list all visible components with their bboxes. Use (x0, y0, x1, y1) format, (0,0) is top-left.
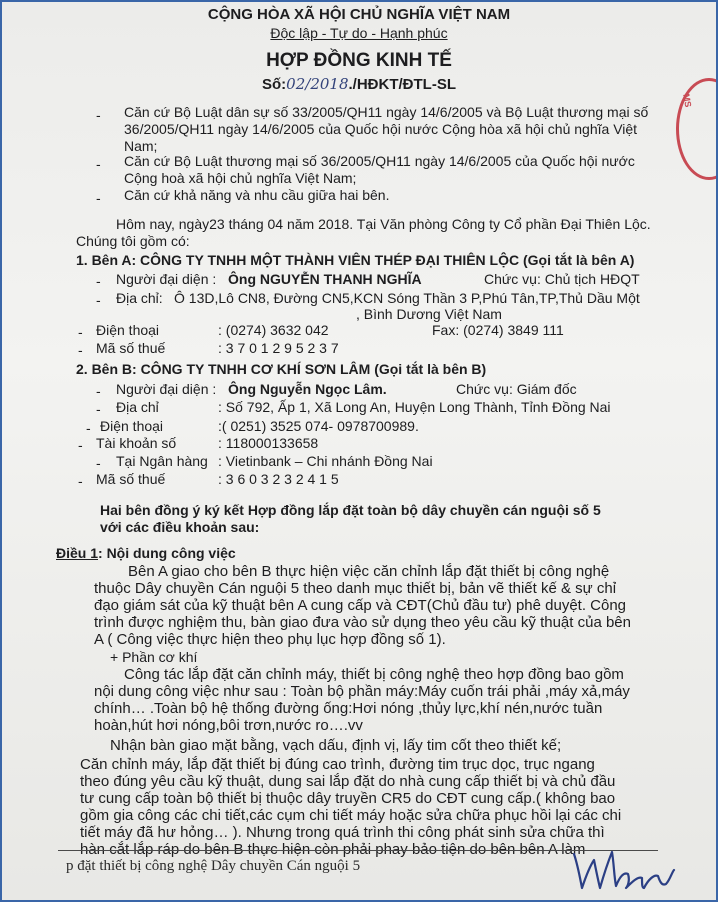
party-b-heading: 2. Bên B: CÔNG TY TNHH CƠ KHÍ SƠN LÂM (Gọi tắt là bên B) (76, 361, 487, 377)
party-b-account-label: Tài khoản số (96, 435, 177, 451)
bullet-dash: - (96, 107, 101, 123)
party-b-bank: : Vietinbank – Chi nhánh Đồng Nai (218, 453, 433, 469)
article-1-paragraph-line: tư cung cấp toàn bộ thiết bị thuộc dây truyền CR5 do CĐT cung cấp.( không bao (80, 790, 616, 807)
article-1-paragraph-line: hoàn,hút hơi nóng,bôi trơn,nước ro….vv (94, 717, 363, 734)
basis-line: Căn cứ Bộ Luật dân sự số 33/2005/QH11 ngày 14/6/2005 và Bộ Luật thương mại số (124, 104, 649, 120)
party-a-heading: 1. Bên A: CÔNG TY TNHH MỘT THÀNH VIÊN THÉP ĐẠI THIÊN LỘC (Gọi tắt là bên A) (76, 252, 635, 268)
party-b-bank-label: Tại Ngân hàng (116, 453, 208, 469)
intro-line: Hôm nay, ngày23 tháng 04 năm 2018. Tại Văn phòng Công ty Cổ phần Đại Thiên Lộc. (116, 216, 651, 232)
page-footer: p đặt thiết bị công nghệ Dây chuyền Cán nguội 5 (66, 858, 361, 874)
party-a-address-label: Địa chỉ: (116, 290, 163, 306)
party-b-rep-label: Người đại diện : (116, 381, 217, 397)
party-a-phone-label: Điện thoại (96, 322, 160, 338)
agreement-line: Hai bên đồng ý ký kết Hợp đồng lắp đặt toàn bộ dây chuyền cán nguội số 5 (100, 502, 601, 518)
article-1-paragraph-line: nội dung công việc như sau : Toàn bộ phần máy:Máy cuốn trái phải ,máy xả,máy (94, 683, 630, 700)
party-a-address-cont: , Bình Dương Việt Nam (356, 306, 502, 322)
party-b-phone: :( 0251) 3525 074- 0978700989. (218, 418, 419, 434)
party-b-tax-label: Mã số thuế (96, 471, 166, 487)
basis-line: 36/2005/QH11 ngày 14/6/2005 của Quốc hội nước Cộng hòa xã hội chủ nghĩa Việt (124, 121, 638, 137)
contract-page: MS CỘNG HÒA XÃ HỘI CHỦ NGHĨA VIỆT NAM Độc lập - Tự do - Hạnh phúc HỢP ĐỒNG KINH TẾ Số:02/2018./HĐKT/ĐTL-SL - Căn cứ Bộ Luật dân sự số 33/2005/QH11 ngày 14/6/2005 và Bộ Luật thương mại số 36/2005/QH11 ngày 14/6/2005 của Quốc hội nước Cộng hòa xã hội chủ nghĩa Việt Nam; - Căn cứ Bộ Luật thương mại số 36/2005/QH11 ngày 14/6/2005 của Quốc hội nước Cộng hoà xã hội chủ nghĩa Việt Nam; - Căn cứ khả năng và nhu cầu giữa hai bên. Hôm nay, ngày23 tháng 04 năm 2018. Tại Văn phòng Công ty Cổ phần Đại Thiên Lộc. Chúng tôi gồm có: 1. Bên A: CÔNG TY TNHH MỘT THÀNH VIÊN THÉP ĐẠI THIÊN LỘC (Gọi tắt là bên A) - Người đại diện : Ông NGUYỄN THANH NGHĨA Chức vụ: Chủ tịch HĐQT - Địa chỉ: Ô 13D,Lô CN8, Đường CN5,KCN Sóng Thần 3 P,Phú Tân,TP,Thủ Dầu Một , Bình Dương Việt Nam - Điện thoại : (0274) 3632 042 Fax: (0274) 3849 111 - Mã số thuế : 3 7 0 1 2 9 5 2 3 7 2. Bên B: CÔNG TY TNHH CƠ KHÍ SƠN LÂM (Gọi tắt là bên B) - Người đại diện : Ông Nguyễn Ngọc Lâm. Chức vụ: Giám đốc - Địa chỉ : Số 792, Ấp 1, Xã Long An, Huyện Long Thành, Tỉnh Đồng Nai - Điện thoại :( 0251) 3525 074- 0978700989. - Tài khoản số : 118000133658 - Tại Ngân hàng : Vietinbank – Chi nhánh Đồng Nai - Mã số thuế : 3 6 0 3 2 3 2 4 1 5 Hai bên đồng ý ký kết Hợp đồng lắp đặt toàn bộ dây chuyền cán nguội số 5 với các điều khoản sau: Điều 1: Nội dung công việc Bên A giao cho bên B thực hiện việc căn chỉnh lắp đặt thiết bị công nghệ thuộc Dây chuyền Cán nguội 5 theo danh mục thiết bị, bản vẽ thiết kế & sự chỉ đạo giám sát của kỹ thuật bên A cung cấp và CĐT(Chủ đầu tư) phê duyệt. Công trình được nghiệm thu, bàn giao đưa vào sử dụng theo yêu cầu kỹ thuật của bên A ( Công việc thực hiện theo phụ lục hợp đồng số 1). + Phần cơ khí Công tác lắp đặt căn chỉnh máy, thiết bị công nghệ theo hợp đồng bao gồm nội dung công việc như sau : Toàn bộ phần máy:Máy cuốn trái phải ,máy xả,máy chính… .Toàn bộ hệ thống đường ống:Hơi nóng ,thủy lực,khí nén,nước tuần hoàn,hút hơi nóng,bôi trơn,nước ro….vv Nhận bàn giao mặt bằng, vạch dấu, định vị, lấy tim cốt theo thiết kế; Căn chỉnh máy, lắp đặt thiết bị đúng cao trình, đường tim trục dọc, trục ngang theo đúng yêu cầu kỹ thuật, dung sai lắp đặt do nhà cung cấp thiết bị và chủ đầu tư cung cấp toàn bộ thiết bị thuộc dây truyền CR5 do CĐT cung cấp.( không bao gồm gia công các chi tiết,các cụm chi tiết máy hoặc sửa chữa phục hồi lại các chi tiết máy đã hư hỏng… ). Nhưng trong quá trình thi công phát sinh sửa chữa thì hàn cắt lắp ráp do bên B thực hiện còn phải phay bảo tiện do bên bên A làm p đặt thiết bị công nghệ Dây chuyền Cán nguội 5 (0, 0, 718, 902)
party-a-tax-label: Mã số thuế (96, 340, 166, 356)
party-a-rep-label: Người đại diện : (116, 271, 217, 287)
article-1-paragraph-line: gồm gia công các chi tiết,các cụm chi tiết máy hoặc sửa chữa phục hồi lại các chi (80, 807, 622, 824)
article-1-paragraph-line: tiết máy đã hư hỏng… ). Nhưng trong quá trình thi công phát sinh sửa chữa thì (80, 824, 605, 841)
contract-title: HỢP ĐỒNG KINH TẾ (266, 50, 452, 71)
article-1-paragraph-line: đạo giám sát của kỹ thuật bên A cung cấp và CĐT(Chủ đầu tư) phê duyệt. Công (94, 597, 627, 614)
agreement-line: với các điều khoản sau: (100, 519, 260, 535)
red-seal-stamp: MS (676, 78, 718, 180)
party-a-tax: : 3 7 0 1 2 9 5 2 3 7 (218, 340, 339, 356)
article-1-paragraph-line: Nhận bàn giao mặt bằng, vạch dấu, định vị, lấy tim cốt theo thiết kế; (110, 737, 562, 754)
national-title: CỘNG HÒA XÃ HỘI CHỦ NGHĨA VIỆT NAM (207, 6, 511, 23)
party-a-address: Ô 13D,Lô CN8, Đường CN5,KCN Sóng Thần 3 P,Phú Tân,TP,Thủ Dầu Một (174, 290, 640, 306)
party-b-account: : 118000133658 (218, 435, 319, 451)
mechanical-subheading: + Phần cơ khí (110, 649, 198, 665)
article-1-paragraph-line: Công tác lắp đặt căn chỉnh máy, thiết bị công nghệ theo hợp đồng bao gồm (124, 666, 624, 683)
bullet-dash: - (96, 156, 101, 172)
article-1-paragraph-line: hàn cắt lắp ráp do bên B thực hiện còn phải phay bảo tiện do bên bên A làm (80, 841, 586, 858)
intro-line: Chúng tôi gồm có: (76, 233, 190, 249)
party-a-position: Chức vụ: Chủ tịch HĐQT (484, 271, 640, 287)
party-a-fax: Fax: (0274) 3849 111 (432, 322, 564, 338)
party-b-address-label: Địa chỉ (116, 399, 159, 415)
article-1-paragraph-line: chính… .Toàn bộ hệ thống đường ống:Hơi nóng ,thủy lực,khí nén,nước tuần (94, 700, 603, 717)
party-b-phone-label: Điện thoại (100, 418, 164, 434)
party-a-rep-name: Ông NGUYỄN THANH NGHĨA (228, 271, 422, 287)
basis-line: Căn cứ Bộ Luật thương mại số 36/2005/QH11 ngày 14/6/2005 của Quốc hội nước (124, 153, 635, 169)
party-b-rep-name: Ông Nguyễn Ngọc Lâm. (228, 381, 387, 397)
party-b-tax: : 3 6 0 3 2 3 2 4 1 5 (218, 471, 339, 487)
article-1-paragraph-line: Bên A giao cho bên B thực hiện việc căn chỉnh lắp đặt thiết bị công nghệ (128, 563, 610, 580)
handwritten-contract-number: 02/2018 (286, 75, 349, 93)
article-1-paragraph-line: trình được nghiệm thu, bàn giao đưa vào sử dụng theo yêu cầu kỹ thuật của bên (94, 614, 631, 631)
national-motto: Độc lập - Tự do - Hạnh phúc (270, 25, 448, 41)
party-b-address: : Số 792, Ấp 1, Xã Long An, Huyện Long Thành, Tỉnh Đồng Nai (218, 399, 611, 415)
article-1-heading: Điều 1: Nội dung công việc (56, 545, 236, 561)
bullet-dash: - (96, 190, 101, 206)
party-a-phone: : (0274) 3632 042 (218, 322, 329, 338)
article-1-paragraph-line: theo đúng yêu cầu kỹ thuật, dung sai lắp đặt do nhà cung cấp thiết bị và chủ đầu (80, 773, 616, 790)
article-1-paragraph-line: Căn chỉnh máy, lắp đặt thiết bị đúng cao trình, đường tim trục dọc, trục ngang (80, 756, 595, 773)
article-1-paragraph-line: thuộc Dây chuyền Cán nguội 5 theo danh mục thiết bị, bản vẽ thiết kế & sự chỉ (94, 580, 617, 597)
contract-number: Số:02/2018./HĐKT/ĐTL-SL (262, 75, 456, 93)
basis-line: Nam; (124, 138, 158, 154)
party-b-position: Chức vụ: Giám đốc (456, 381, 577, 397)
article-1-paragraph-line: A ( Công việc thực hiện theo phụ lục hợp đồng số 1). (94, 631, 446, 648)
basis-line: Cộng hoà xã hội chủ nghĩa Việt Nam; (124, 170, 357, 186)
handwritten-signature (568, 846, 678, 896)
basis-line: Căn cứ khả năng và nhu cầu giữa hai bên. (124, 187, 390, 203)
